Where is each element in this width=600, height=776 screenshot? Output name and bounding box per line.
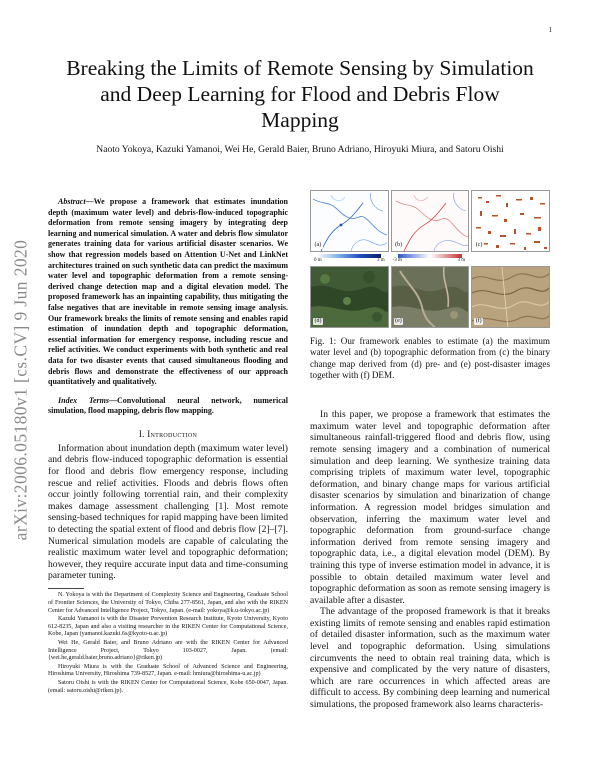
index-terms-lead: Index Terms — [58, 395, 110, 405]
colorbar-spacer — [471, 254, 550, 263]
right-paragraph-1: In this paper, we propose a framework that estimates the maximum water level and topographic deformation after simultaneous rainfall-triggered flood and debris flow, using remote sensing imagery and a combination of numerical simulation and deep learning. We synthesize training data comprising triplets of maximum water level, topographic deformation, and binary change maps for various artificial disaster scenarios by simulation and binarization of change information. A regression model bridges simulation and observation, inferring the maximum water level and topographic deformation from ground-surface change information derived from remote sensing imagery and topographic data, i.e., a digital elevation model (DEM). By training this type of inverse estimation model in advance, it is possible to obtain detailed maximum water level and topographic deformation as soon as remote sensing imagery is available after a disaster. — [310, 409, 550, 606]
index-terms — [48, 396, 288, 417]
colorbar-deformation — [391, 254, 470, 263]
author-list: Naoto Yokoya, Kazuki Yamanoi, Wei He, Gerald Baier, Bruno Adriano, Hiroyuki Miura, and Satoru Oishi — [96, 144, 504, 155]
abstract — [48, 197, 288, 388]
panel-label-c: (c) — [475, 242, 483, 248]
intro-paragraph: Information about inundation depth (maximum water level) and debris flow-induced topographic deformation is essential for flood and debris flow emergency response, including rescue and relief activities. Floods and debris flows often occur jointly following torrential rain, and their complexity makes damage assessment challenging [1]. Most remote sensing-based techniques for rapid mapping have been limited to detecting the spatial extent of flood and debris flow [2]–[7]. Numerical simulation models are capable of calculating the realistic maximum water level and topographic deformation; however, they require accurate input data and time-consuming parameter tuning. — [48, 442, 288, 582]
abstract-text: —We propose a framework that estimates inundation depth (maximum water level) and debris-flow-induced topographic deformation from remote sensing imagery by integrating deep learning and numerical simulation. A water and debris flow simulator generates training data for various artificial disaster scenarios. We show that regression models based on Attention U-Net and LinkNet architectures trained on such synthetic data can predict the maximum water level and topographic deformation from a remote sensing-derived change detection map and a digital elevation model. The proposed framework has an inpainting capability, thus mitigating the false negatives that are inevitable in remote sensing image analysis. Our framework breaks the limits of remote sensing and enables rapid estimation of inundation depth and topographic deformation, essential information for emergency response, including rescue and relief activities. We conduct experiments with both synthetic and real data for two disaster events that caused simultaneous flooding and debris flows and demonstrate the effectiveness of our approach quantitatively and qualitatively. — [48, 197, 288, 387]
colorbar-deformation-gradient — [398, 254, 462, 258]
colorbar-a-min: 0 m — [314, 258, 322, 263]
panel-d-pre-disaster-image — [310, 266, 389, 328]
page-number: 1 — [548, 26, 552, 34]
dem-image — [472, 267, 550, 328]
footnote-riken-aip: Wei He, Gerald Baier, and Bruno Adriano are with the RIKEN Center for Advanced Intelligence Project, Tokyo 103-0027, Japan. (email: {wei.he,gerald.baier,bruno.adriano}@riken.jp) — [48, 639, 288, 662]
panel-e-post-disaster-image — [391, 266, 470, 328]
index-terms-text: —Convolutional neural network, numerical simulation, flood mapping, debris flow mapping. — [48, 395, 289, 416]
colorbar-b-max: 3 m — [457, 258, 466, 263]
panel-a-water-level-map — [310, 190, 389, 252]
figure-row-top — [310, 190, 550, 252]
abstract-lead: Abstract — [58, 197, 86, 206]
right-body — [310, 409, 550, 710]
panel-label-d: (d) — [314, 318, 322, 324]
arxiv-stamp-text: arXiv:2006.05180v1 [cs.CV] 9 Jun 2020 — [10, 239, 31, 541]
panel-f-dem — [471, 266, 550, 328]
paper-title: Breaking the Limits of Remote Sensing by Simulation and Deep Learning for Flood and Debris Flow Mapping — [66, 56, 534, 132]
panel-c-change-map — [471, 190, 550, 252]
panel-label-a: (a) — [314, 242, 322, 248]
section-heading-introduction: I. Introduction — [138, 428, 198, 439]
right-column — [310, 180, 550, 711]
panel-label-e: (e) — [395, 318, 402, 324]
footnote-yamanoi: Kazuki Yamanoi is with the Disaster Prevention Research Institute, Kyoto University, Kyoto 612-8235, Japan and also a visiting researcher in the RIKEN Center for Computational Science, Kobe, Japan (yamanoi.kazuki.6s@kyoto-u.ac.jp) — [48, 615, 288, 638]
left-column — [48, 180, 288, 696]
footnote-rule — [48, 588, 84, 589]
footnote-yokoya: N. Yokoya is with the Department of Complexity Science and Engineering, Graduate School of Frontier Sciences, the University of Tokyo, Chiba 277-8561, Japan, and also with the RIKEN Center for Advanced Intelligence Project, Tokyo, Japan. (e-mail: yokoya@k.u-tokyo.ac.jp) — [48, 592, 288, 614]
right-paragraph-2: The advantage of the proposed framework is that it breaks existing limits of remote sensing and enables rapid estimation of detailed disaster information, such as the maximum water level and topographic deformation. Using simulations circumvents the need to obtain real training data, which is expensive and complicated by the very nature of disasters, which are rare occurrences in which affected areas are difficult to access. By combining deep learning and numerical simulations, the proposed framework also learns characteris- — [310, 606, 550, 711]
colorbar-water-level — [310, 254, 389, 263]
colorbar-water-gradient — [317, 254, 381, 258]
panel-b-deformation-map — [391, 190, 470, 252]
post-disaster-image — [392, 267, 470, 328]
colorbar-b-min: -3 m — [392, 258, 402, 263]
figure-1 — [310, 190, 550, 381]
panel-label-f: (f) — [475, 318, 482, 324]
figure-caption: Fig. 1: Our framework enables to estimate (a) the maximum water level and (b) topographic deformation from (c) the binary change map derived from (d) pre- and (e) post-disaster images together with (f) DEM. — [310, 336, 550, 380]
colorbar-a-max: 3 m — [376, 258, 385, 263]
arxiv-stamp — [3, 200, 39, 580]
footnote-miura: Hiroyuki Miura is with the Graduate School of Advanced Science and Engineering, Hiroshima University, Hiroshima 739-8527, Japan. e-mail: hmiura@hiroshima-u.ac.jp) — [48, 663, 288, 678]
panel-label-b: (b) — [395, 242, 403, 248]
colorbar-row — [310, 254, 550, 263]
footnote-oishi: Satoru Oishi is with the RIKEN Center for Computational Science, Kobe 650-0047, Japan. (email: satoru.oishi@riken.jp). — [48, 679, 288, 694]
figure-row-bottom — [310, 266, 550, 328]
